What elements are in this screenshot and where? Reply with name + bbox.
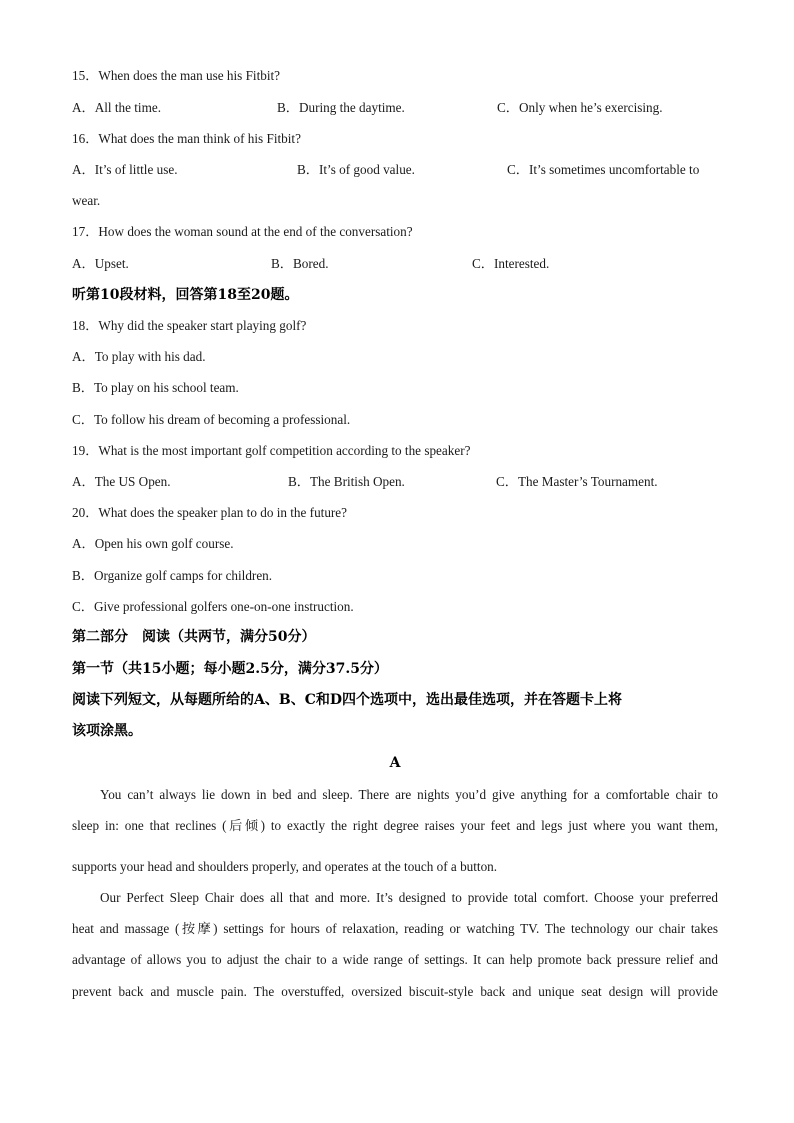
option-19-b: B．The British Open. bbox=[288, 474, 405, 489]
question-15: 15．When does the man use his Fitbit? bbox=[72, 68, 281, 83]
section-1-heading: 第一节（共15小题；每小题2.5分，满分37.5分） bbox=[72, 661, 388, 677]
question-20: 20．What does the speaker plan to do in the future? bbox=[72, 505, 348, 520]
option-19-a: A．The US Open. bbox=[72, 474, 171, 489]
option-20-b: B．Organize golf camps for children. bbox=[72, 568, 273, 583]
option-18-c: C．To follow his dream of becoming a professional. bbox=[72, 412, 351, 427]
part-2-heading: 第二部分 阅读（共两节，满分50分） bbox=[72, 629, 316, 645]
option-16-c: C．It’s sometimes uncomfortable to bbox=[507, 162, 700, 177]
passage-p1-line-3: supports your head and shoulders properly, and operates at the touch of a button. bbox=[72, 859, 498, 874]
option-16-c-continued: wear. bbox=[72, 193, 101, 208]
reading-instruction-line-1: 阅读下列短文，从每题所给的A、B、C和D四个选项中，选出最佳选项，并在答题卡上将 bbox=[72, 692, 622, 708]
option-15-c: C．Only when he’s exercising. bbox=[497, 100, 663, 115]
option-17-c: C．Interested. bbox=[472, 256, 550, 271]
reading-instruction-line-2: 该项涂黑。 bbox=[72, 723, 142, 739]
passage-label: A bbox=[389, 755, 401, 771]
passage-p2-line-4: prevent back and muscle pain. The overstuffed, oversized biscuit-style back and unique seat design will provide bbox=[72, 984, 718, 999]
passage-p1-line-1: You can’t always lie down in bed and sleep. There are nights you’d give anything for a comfortable chair to bbox=[100, 787, 718, 802]
question-16: 16．What does the man think of his Fitbit? bbox=[72, 131, 301, 146]
option-15-b: B．During the daytime. bbox=[277, 100, 405, 115]
question-17: 17．How does the woman sound at the end of the conversation? bbox=[72, 224, 413, 239]
option-18-b: B．To play on his school team. bbox=[72, 380, 239, 395]
passage-p1-line-2: sleep in: one that reclines (后倾) to exactly the right degree raises your feet and legs just where you want them, bbox=[72, 818, 718, 833]
question-18: 18．Why did the speaker start playing golf? bbox=[72, 318, 307, 333]
option-15-a: A．All the time. bbox=[72, 100, 162, 115]
section-10-heading: 听第10段材料，回答第18至20题。 bbox=[72, 287, 299, 303]
option-17-b: B．Bored. bbox=[271, 256, 329, 271]
option-16-b: B．It’s of good value. bbox=[297, 162, 415, 177]
passage-p2-line-2: heat and massage (按摩) settings for hours of relaxation, reading or watching TV. The technology our chair takes bbox=[72, 921, 718, 936]
option-20-c: C．Give professional golfers one-on-one instruction. bbox=[72, 599, 354, 614]
option-17-a: A．Upset. bbox=[72, 256, 129, 271]
option-20-a: A．Open his own golf course. bbox=[72, 536, 234, 551]
option-19-c: C．The Master’s Tournament. bbox=[496, 474, 658, 489]
passage-p2-line-1: Our Perfect Sleep Chair does all that and more. It’s designed to provide total comfort. Choose your preferred bbox=[100, 890, 718, 905]
passage-p2-line-3: advantage of allows you to adjust the chair to a wide range of settings. It can help promote back pressure relief and bbox=[72, 952, 718, 967]
question-19: 19．What is the most important golf competition according to the speaker? bbox=[72, 443, 471, 458]
option-18-a: A．To play with his dad. bbox=[72, 349, 206, 364]
option-16-a: A．It’s of little use. bbox=[72, 162, 178, 177]
